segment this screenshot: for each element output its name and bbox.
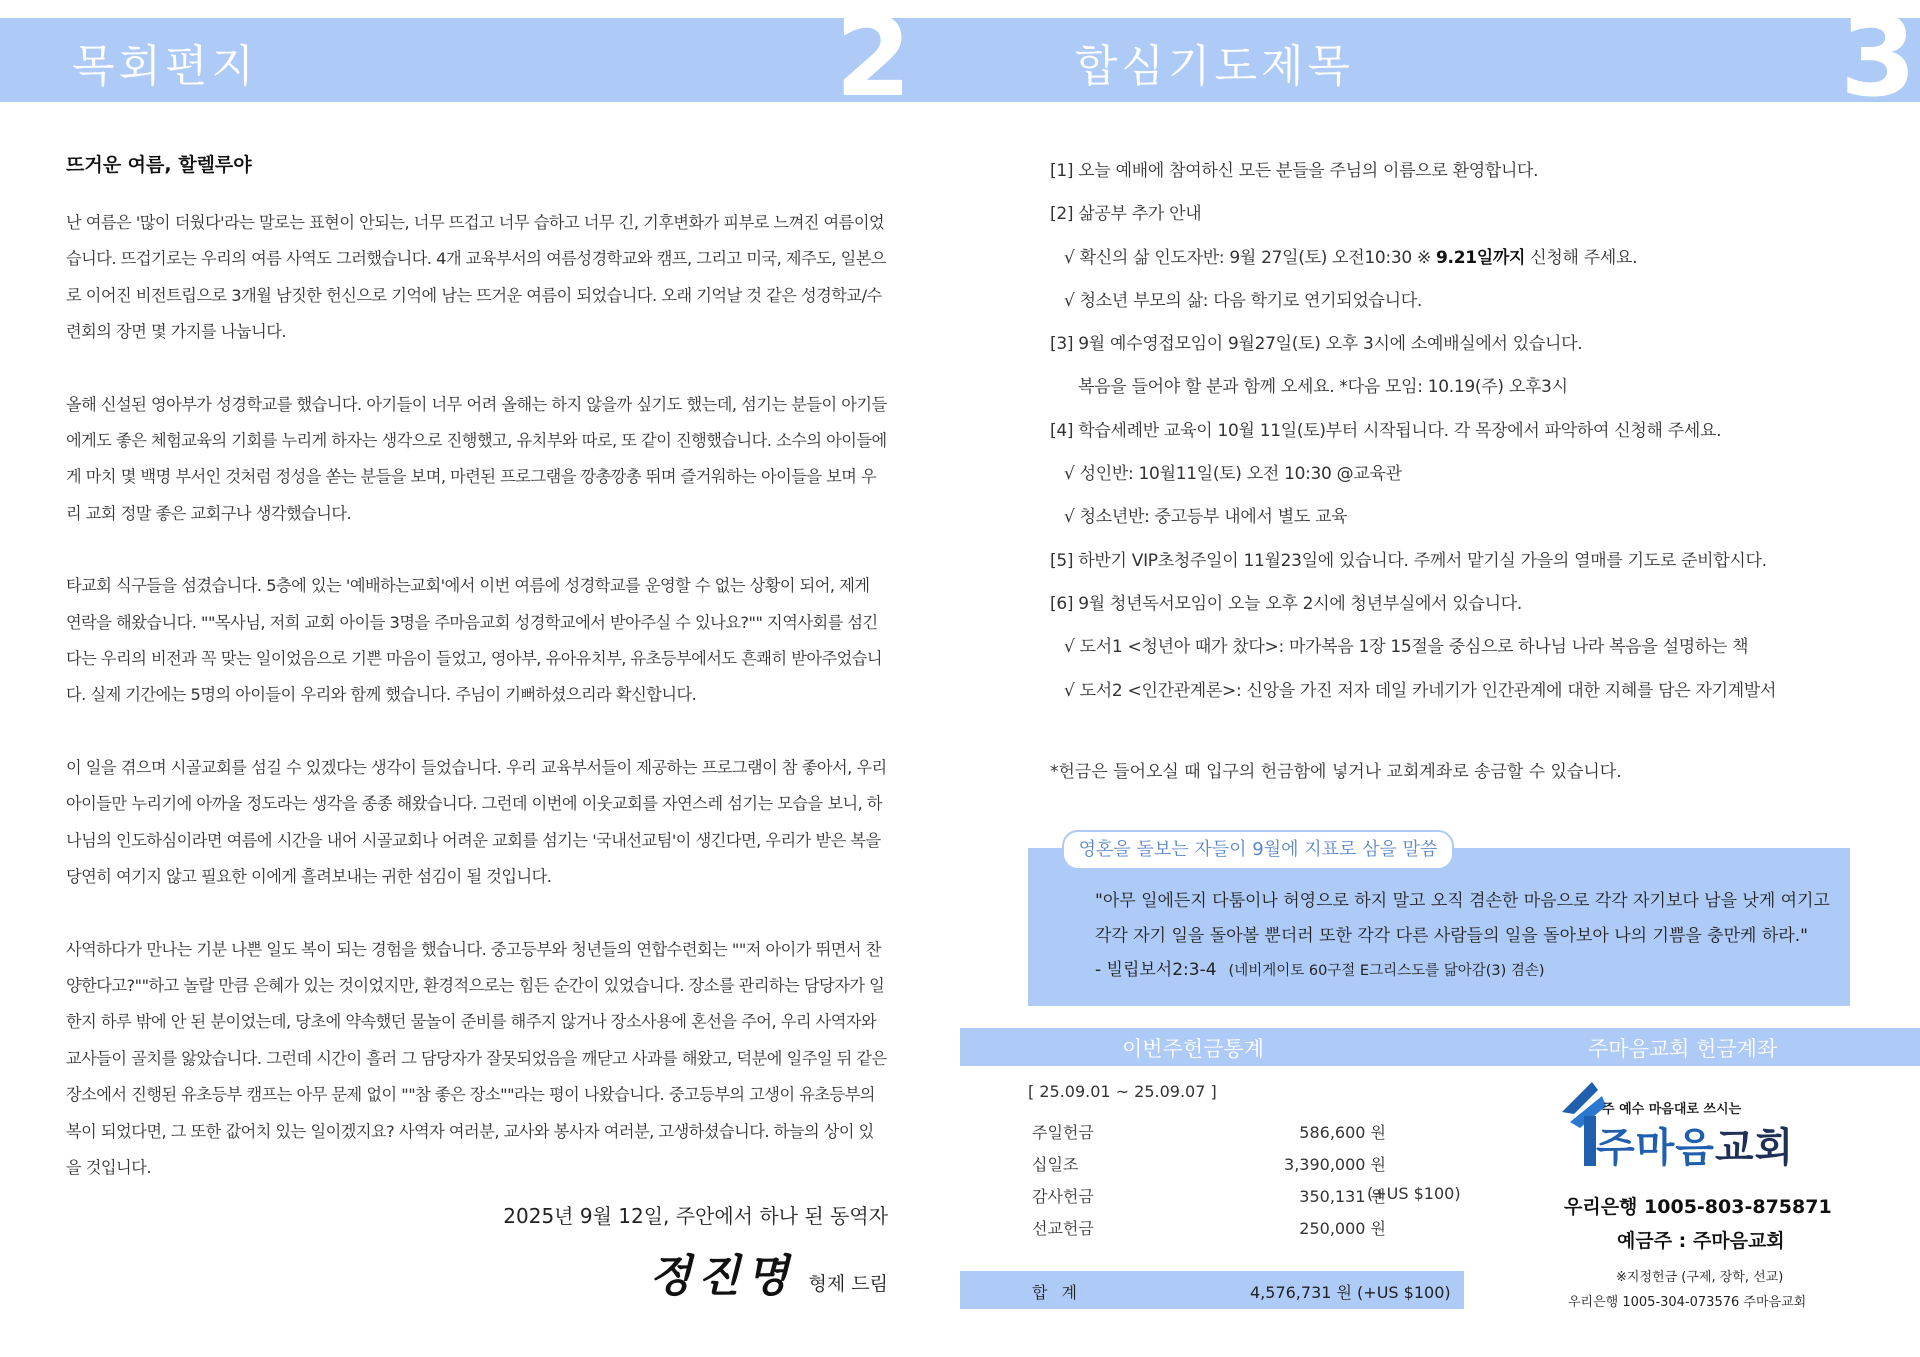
prayer-subitem: √ 청소년반: 중고등부 내에서 별도 교육 [1064, 507, 1348, 528]
offering-label: 십일조 [1032, 1155, 1079, 1174]
logo-name-main: 주마음 [1596, 1125, 1715, 1171]
letter-title: 뜨거운 여름, 할렐루야 [66, 154, 252, 176]
account-holder: 예금주 : 주마음교회 [1617, 1230, 1785, 1252]
prayer-item: [6] 9월 청년독서모임이 오늘 오후 2시에 청년부실에서 있습니다. [1050, 593, 1522, 614]
offering-usd: (+US $100) [1367, 1184, 1461, 1203]
offering-amount: 350,131 원 [1299, 1187, 1386, 1206]
signature-suffix: 형제 드림 [808, 1273, 888, 1295]
prayer-subitem: √ 성인반: 10월11일(토) 오전 10:30 @교육관 [1064, 464, 1402, 485]
logo-name-suffix: 교회 [1714, 1125, 1795, 1171]
prayer-subitem: √ 도서1 <청년아 때가 찼다>: 마가복음 1장 15절을 중심으로 하나님 나라 복음을 설명하는 책 [1064, 637, 1749, 658]
pastoral-letter-title: 목회편지 [72, 41, 259, 92]
verse-reference-note: (네비게이토 60구절 E그리스도를 닮아감(3) 겸손) [1228, 963, 1545, 979]
pastoral-letter [66, 150, 888, 1222]
offering-total-label: 합계 [1032, 1283, 1091, 1302]
designated-offering-note: ※지정헌금 (구제, 장학, 선교) [1616, 1270, 1784, 1285]
signature-block [649, 1240, 888, 1304]
header-band [0, 18, 1920, 102]
offering-amount: 250,000 원 [1299, 1219, 1386, 1238]
prayer-list [1050, 150, 1870, 713]
offering-note: *헌금은 들어오실 때 입구의 헌금함에 넣거나 교회계좌로 송금할 수 있습니다. [1050, 762, 1622, 782]
prayer-subitem: 복음을 들어야 할 분과 함께 오세요. *다음 모임: 10.19(주) 오후3시 [1078, 377, 1568, 398]
prayer-item: [4] 학습세례반 교육이 10월 11일(토)부터 시작됩니다. 각 목장에서 파악하여 신청해 주세요. [1050, 420, 1722, 441]
offering-amount: 3,390,000 원 [1284, 1155, 1386, 1174]
offering-period: [ 25.09.01 ~ 25.09.07 ] [1028, 1082, 1217, 1101]
signature: 정진명 [649, 1251, 795, 1302]
offering-label: 선교헌금 [1032, 1219, 1094, 1238]
verse-reference [1095, 955, 1545, 980]
main-account-number: 우리은행 1005-803-875871 [1564, 1196, 1832, 1218]
page-number-left: 2 [835, 0, 912, 121]
prayer-item: [1] 오늘 예배에 참여하신 모든 분들을 주님의 이름으로 환영합니다. [1050, 161, 1539, 181]
verse-reference-text: - 빌립보서2:3-4 [1095, 960, 1217, 980]
prayer-item: [2] 삶공부 추가 안내 [1050, 204, 1202, 225]
offering-label: 주일헌금 [1032, 1123, 1094, 1142]
letter-date-line: 2025년 9월 12일, 주안에서 하나 된 동역자 [503, 1204, 888, 1228]
letter-paragraph: 올해 신설된 영아부가 성경학교를 했습니다. 아기들이 너무 어려 올해는 하지 않을까 싶기도 했는데, 섬기는 분들이 아기들에게도 좋은 체험교육의 기회를 누리게 하자는 생각으로 진행했고, 유치부와 따로, 또 같이 진행했습니다. 소수의 아이들에게 마치 몇 백명 부서인 것처럼 정성을 쏟는 분들을 보며, 마련된 프로그램을 깡총깡총 뛰며 즐거워하는 아이들을 보며 우리 교회 정말 좋은 교회구나 생각했습니다. [66, 394, 887, 523]
offering-label: 감사헌금 [1032, 1187, 1094, 1206]
prayer-subitem-text: √ 확신의 삶 인도자반: 9월 27일(토) 오전10:30 ※ [1064, 247, 1437, 268]
offering-stats-title: 이번주헌금통계 [1122, 1037, 1265, 1061]
designated-account-number: 우리은행 1005-304-073576 주마음교회 [1568, 1295, 1807, 1310]
verse-tab-label: 영혼을 돌보는 자들이 9월에 지표로 삼을 말씀 [1062, 830, 1454, 870]
verse-text: "아무 일에든지 다툼이나 허영으로 하지 말고 오직 겸손한 마음으로 각각 자기보다 남을 낫게 여기고 각각 자기 일을 돌아볼 뿐더러 또한 각각 다른 사람들의 일을 돌아보아 나의 기쁨을 충만케 하라." [1095, 891, 1830, 946]
prayer-subitem: √ 도서2 <인간관계론>: 신앙을 가진 저자 데일 카네기가 인간관계에 대한 지혜를 담은 자기계발서 [1064, 680, 1777, 701]
prayer-subitem [1050, 237, 1870, 280]
prayer-subitem: √ 청소년 부모의 삶: 다음 학기로 연기되었습니다. [1064, 290, 1423, 311]
deadline-highlight: 9.21일까지 [1436, 247, 1526, 268]
account-title: 주마음교회 헌금계좌 [1588, 1037, 1778, 1061]
letter-paragraph: 타교회 식구들을 섬겼습니다. 5층에 있는 '예배하는교회'에서 이번 여름에 성경학교를 운영할 수 없는 상황이 되어, 제게 연락을 해왔습니다. ""목사님, 저희 교회 아이들 3명을 주마음교회 성경학교에서 받아주실 수 있나요?"" 지역사회를 섬긴다는 우리의 비전과 꼭 맞는 일이었음으로 기쁜 마음이 들었고, 영아부, 유아유치부, 유초등부에서도 흔쾌히 받아주었습니다. 실제 기간에는 5명의 아이들이 우리와 함께 했습니다. 주님이 기뻐하셨으리라 확신합니다. [66, 576, 883, 705]
letter-paragraph: 이 일을 겪으며 시골교회를 섬길 수 있겠다는 생각이 들었습니다. 우리 교육부서들이 제공하는 프로그램이 참 좋아서, 우리 아이들만 누리기에 아까울 정도라는 생각을 종종 해왔습니다. 그런데 이번에 이웃교회를 자연스레 섬기는 모습을 보니, 하나님의 인도하심이라면 여름에 시간을 내어 시골교회나 어려운 교회를 섬기는 '국내선교팀'이 생긴다면, 우리가 받은 복을 당연히 여기지 않고 필요한 이에게 흘려보내는 귀한 섬김이 될 것입니다. [66, 757, 887, 887]
page-number-right: 3 [1840, 0, 1917, 121]
prayer-section-title: 합심기도제목 [1075, 41, 1355, 92]
offering-total-amount: 4,576,731 원 (+US $100) [1250, 1283, 1451, 1302]
prayer-item: [3] 9월 예수영접모임이 9월27일(토) 오후 3시에 소예배실에서 있습니다. [1050, 334, 1583, 355]
prayer-subitem-text: 신청해 주세요. [1525, 247, 1638, 268]
prayer-item: [5] 하반기 VIP초청주일이 11월23일에 있습니다. 주께서 맡기실 가을의 열매를 기도로 준비합시다. [1050, 550, 1767, 571]
letter-paragraph: 난 여름은 '많이 더웠다'라는 말로는 표현이 안되는, 너무 뜨겁고 너무 습하고 너무 긴, 기후변화가 피부로 느껴진 여름이었습니다. 뜨겁기로는 우리의 여름 사역도 그러했습니다. 4개 교육부서의 여름성경학교와 캠프, 그리고 미국, 제주도, 일본으로 이어진 비전트립으로 3개월 남짓한 헌신으로 기억에 남는 뜨거운 여름이 되었습니다. 오래 기억날 것 같은 성경학교/수련회의 장면 몇 가지를 나눕니다. [66, 213, 886, 342]
logo-slogan: 주 예수 마음대로 쓰시는 [1602, 1102, 1742, 1117]
offering-amount: 586,600 원 [1299, 1123, 1386, 1142]
letter-paragraph: 사역하다가 만나는 기분 나쁜 일도 복이 되는 경험을 했습니다. 중고등부와 청년들의 연합수련회는 ""저 아이가 뛰면서 찬양한다고?""하고 놀랄 만큼 은혜가 있는 것이었지만, 환경적으로는 힘든 순간이 있었습니다. 장소를 관리하는 담당자가 일한지 하루 밖에 안 된 분이었는데, 당초에 약속했던 물놀이 준비를 해주지 않거나 장소사용에 혼선을 주어, 우리 사역자와 교사들이 골치를 앓았습니다. 그런데 시간이 흘러 그 담당자가 잘못되었음을 깨닫고 사과를 해왔고, 덕분에 일주일 뒤 같은 장소에서 진행된 유초등부 캠프는 아무 문제 없이 ""참 좋은 장소""라는 평이 나왔습니다. 중고등부의 고생이 유초등부의 복이 되었다면, 그 또한 값어치 있는 일이겠지요? 사역자 여러분, 교사와 봉사자 여러분, 고생하셨습니다. 하늘의 상이 있을 것입니다. [66, 939, 887, 1177]
logo-name [1596, 1116, 1794, 1173]
